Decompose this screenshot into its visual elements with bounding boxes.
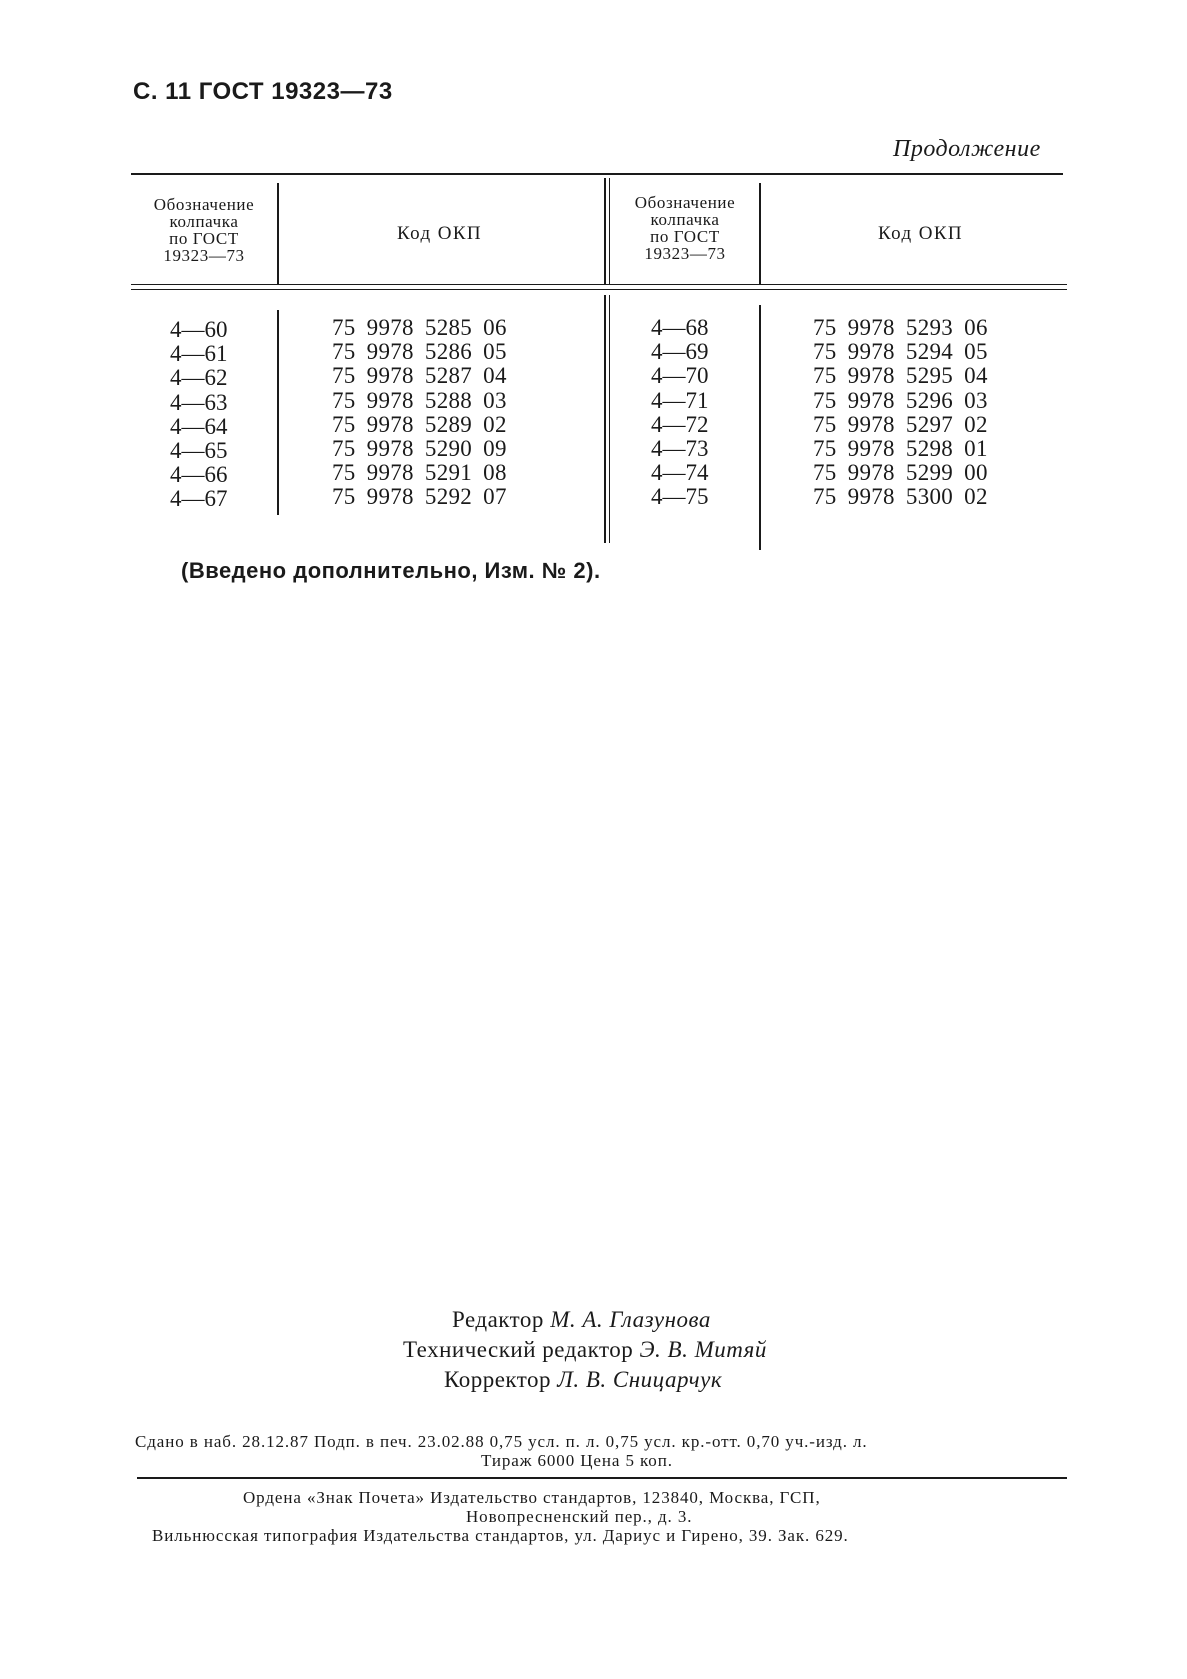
header-designation-left: Обозначение колпачка по ГОСТ 19323—73 xyxy=(153,195,255,265)
publisher-line-1: Ордена «Знак Почета» Издательство стандартов, 123840, Москва, ГСП, xyxy=(243,1488,821,1507)
table-cell: 75 9978 5295 04 xyxy=(813,363,988,389)
designations-left xyxy=(170,318,228,512)
table-cell: 4—75 xyxy=(651,484,709,510)
body-divider-1 xyxy=(277,310,279,515)
table-cell: 75 9978 5297 02 xyxy=(813,411,988,437)
amendment-note: (Введено дополнительно, Изм. № 2). xyxy=(181,558,601,583)
table-cell: 4—61 xyxy=(170,341,228,367)
header-bottom-rule-1 xyxy=(131,284,1067,285)
imprint-line-2: Тираж 6000 Цена 5 коп. xyxy=(481,1451,673,1470)
table-cell: 4—63 xyxy=(170,389,228,415)
table-cell: 75 9978 5299 00 xyxy=(813,460,988,486)
table-cell: 75 9978 5291 08 xyxy=(332,460,507,486)
editor-line: Редактор М. А. Глазунова xyxy=(452,1307,711,1332)
table-cell: 75 9978 5300 02 xyxy=(813,484,988,510)
table-cell: 4—69 xyxy=(651,339,709,365)
codes-right xyxy=(813,316,988,510)
table-cell: 75 9978 5292 07 xyxy=(332,484,507,510)
table-cell: 4—70 xyxy=(651,363,709,389)
publisher-line-2: Новопресненский пер., д. 3. xyxy=(466,1507,693,1526)
table-top-rule xyxy=(131,173,1063,175)
header-divider-1 xyxy=(277,183,279,284)
codes-left xyxy=(332,316,507,510)
body-divider-2 xyxy=(604,295,606,543)
header-divider-2 xyxy=(604,178,606,284)
table-cell: 4—73 xyxy=(651,436,709,462)
table-cell: 4—65 xyxy=(170,438,228,464)
table-cell: 75 9978 5298 01 xyxy=(813,436,988,462)
header-divider-2b xyxy=(609,178,610,284)
table-cell: 75 9978 5293 06 xyxy=(813,315,988,340)
continuation-label: Продолжение xyxy=(893,136,1041,162)
header-designation-right: Обозначение колпачка по ГОСТ 19323—73 xyxy=(634,193,736,263)
table-cell: 4—74 xyxy=(651,460,709,486)
publisher-rule xyxy=(137,1477,1067,1479)
table-cell: 75 9978 5294 05 xyxy=(813,339,988,365)
page-header: С. 11 ГОСТ 19323—73 xyxy=(133,78,393,105)
publisher-line-3: Вильнюсская типография Издательства стандартов, ул. Дариус и Гирено, 39. Зак. 629. xyxy=(152,1526,849,1545)
table-cell: 75 9978 5289 02 xyxy=(332,411,507,437)
table-cell: 4—66 xyxy=(170,462,228,488)
header-bottom-rule-2 xyxy=(131,289,1067,290)
designations-right xyxy=(651,316,709,510)
table-cell: 4—68 xyxy=(651,315,709,340)
table-cell: 4—60 xyxy=(170,317,228,342)
table-cell: 4—67 xyxy=(170,486,228,512)
table-cell: 75 9978 5285 06 xyxy=(332,315,507,340)
table-cell: 75 9978 5288 03 xyxy=(332,387,507,413)
header-code-right: Код ОКП xyxy=(878,223,964,244)
imprint-line-1: Сдано в наб. 28.12.87 Подп. в печ. 23.02.88 0,75 усл. п. л. 0,75 усл. кр.-отт. 0,70 уч.-изд. л. xyxy=(135,1432,868,1451)
body-divider-2b xyxy=(609,295,610,543)
table-cell: 75 9978 5296 03 xyxy=(813,387,988,413)
table-cell: 4—71 xyxy=(651,387,709,413)
table-cell: 4—72 xyxy=(651,411,709,437)
corrector-line: Корректор Л. В. Сницарчук xyxy=(444,1367,723,1392)
tech-editor-line: Технический редактор Э. В. Митяй xyxy=(403,1337,767,1362)
header-code-left: Код ОКП xyxy=(397,223,483,244)
table-cell: 4—62 xyxy=(170,365,228,391)
header-divider-3 xyxy=(759,183,761,284)
table-cell: 75 9978 5287 04 xyxy=(332,363,507,389)
table-cell: 75 9978 5290 09 xyxy=(332,436,507,462)
table-cell: 75 9978 5286 05 xyxy=(332,339,507,365)
body-divider-3 xyxy=(759,305,761,550)
table-cell: 4—64 xyxy=(170,413,228,439)
